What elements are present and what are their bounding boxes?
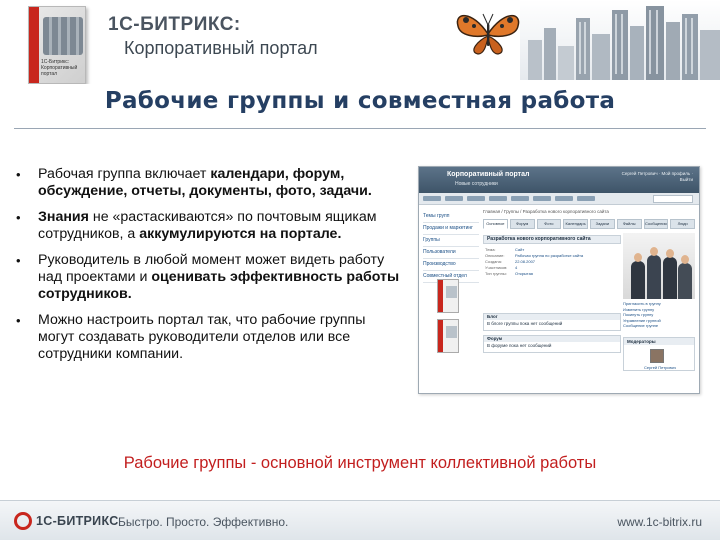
portal-screenshot	[418, 166, 700, 394]
portal-breadcrumb: Главная / Группы / Разработка нового корпоративного сайта	[483, 209, 609, 214]
portal-info-row: Тип группы: Открытая	[485, 271, 533, 276]
portal-info-row: Описание: Рабочая группа по разработке сайта	[485, 253, 584, 258]
portal-forum-title: Форум	[484, 336, 620, 342]
portal-group-actions	[623, 301, 695, 329]
portal-tab: Задачи	[590, 219, 615, 229]
portal-action-link: Изменить группу	[623, 306, 655, 312]
portal-tab: Люди	[670, 219, 695, 229]
portal-sidebar-item: Группы	[423, 235, 479, 247]
portal-blog-title: Блог	[484, 314, 620, 320]
portal-sidebar-item: Производство	[423, 259, 479, 271]
bullet-item	[14, 252, 404, 303]
tagline: Рабочие группы - основной инструмент коллективной работы	[123, 454, 597, 472]
portal-group-photo	[623, 233, 695, 299]
bullet-text-segment: аккумулируются на портале.	[139, 226, 342, 242]
footer-slogan: Быстро. Просто. Эффективно.	[118, 515, 289, 529]
portal-sidebar-item: Совместный отдел	[423, 271, 479, 283]
brand-logo	[108, 14, 318, 59]
portal-tab: Форум	[510, 219, 535, 229]
portal-sidebar-item: Темы групп	[423, 211, 479, 223]
portal-logo-sub: Новые сотрудники	[455, 181, 498, 187]
butterfly-icon	[452, 8, 524, 60]
bullet-text-segment: не «растаскиваются» по почтовым ящикам сотрудников, а	[38, 209, 377, 242]
portal-group-tabs	[483, 219, 695, 229]
portal-header	[419, 167, 699, 193]
portal-forum-text: В форуме пока нет сообщений	[487, 343, 552, 348]
footer-logo	[14, 512, 119, 530]
portal-member-name: Сергей Петрович	[644, 365, 676, 370]
portal-sidebar-item: Продажи и маркетинг	[423, 223, 479, 235]
logo-sub-text: Корпоративный портал	[124, 38, 318, 58]
bullet-item	[14, 312, 404, 363]
portal-product-boxes	[437, 279, 463, 359]
portal-blog-text: В блоге группы пока нет сообщений	[487, 321, 563, 326]
bullet-text-segment: Рабочая группа включает	[38, 166, 211, 182]
bullet-text-segment: оценивать эффективность работы сотрудников.	[38, 269, 400, 302]
portal-forum-block	[483, 335, 621, 353]
header-banner	[0, 0, 720, 84]
portal-action-link: Пригласить в группу	[623, 301, 661, 306]
portal-tab: Сообщения	[644, 219, 669, 229]
portal-blog-block	[483, 313, 621, 331]
bullet-text-segment: Знания	[38, 209, 89, 225]
bullet-text-segment: календари, форум, обсуждение, отчеты, документы, фото, задачи.	[38, 166, 372, 199]
portal-tab: Файлы	[617, 219, 642, 229]
product-box-caption: 1С-Битрикс: Корпоративный портал	[41, 59, 78, 77]
footer	[0, 500, 720, 540]
bullet-list	[14, 166, 404, 372]
portal-user-info: Сергей Петрович · Мой профиль · Выйти	[621, 171, 693, 182]
footer-logo-text: 1С-БИТРИКС	[36, 514, 119, 528]
portal-info-row: Тема: Сайт	[485, 247, 525, 252]
portal-moderators-title: Модераторы	[624, 338, 694, 345]
portal-group-title: Разработка нового корпоративного сайта	[483, 235, 621, 244]
slide-title: Рабочие группы и совместная работа	[104, 88, 616, 114]
portal-tab: Фото	[537, 219, 562, 229]
bullet-text-segment: Можно настроить портал так, что рабочие группы могут создавать руководители отделов или все сотрудники компании.	[38, 312, 366, 362]
bullet-text-segment: Руководитель в любой момент может видеть работу над проектами и	[38, 252, 385, 285]
bullet-item	[14, 209, 404, 243]
portal-logo: Корпоративный портал	[447, 171, 530, 178]
portal-group-info	[485, 247, 619, 277]
city-skyline-image	[520, 0, 720, 80]
bitrix-logo-icon	[14, 512, 32, 530]
portal-action-link: Управление группой	[623, 317, 661, 323]
logo-main-text: 1С-БИТРИКС:	[108, 14, 241, 35]
portal-action-link: Покинуть группу	[623, 312, 654, 317]
portal-moderators-block	[623, 337, 695, 371]
portal-info-row: Создана: 22.08.2007	[485, 259, 536, 264]
product-box-image	[28, 6, 86, 84]
portal-action-link: Сообщение группе	[623, 323, 659, 328]
portal-search-box	[653, 195, 693, 203]
bullet-item	[14, 166, 404, 200]
footer-url: www.1c-bitrix.ru	[617, 515, 702, 529]
avatar	[650, 349, 664, 363]
title-divider	[14, 128, 706, 129]
portal-sidebar-item: Пользователи	[423, 247, 479, 259]
portal-tab: Основное	[483, 219, 508, 229]
portal-tab: Календарь	[563, 219, 588, 229]
portal-sidebar	[423, 211, 479, 283]
portal-info-row: Участников: 4	[485, 265, 518, 270]
